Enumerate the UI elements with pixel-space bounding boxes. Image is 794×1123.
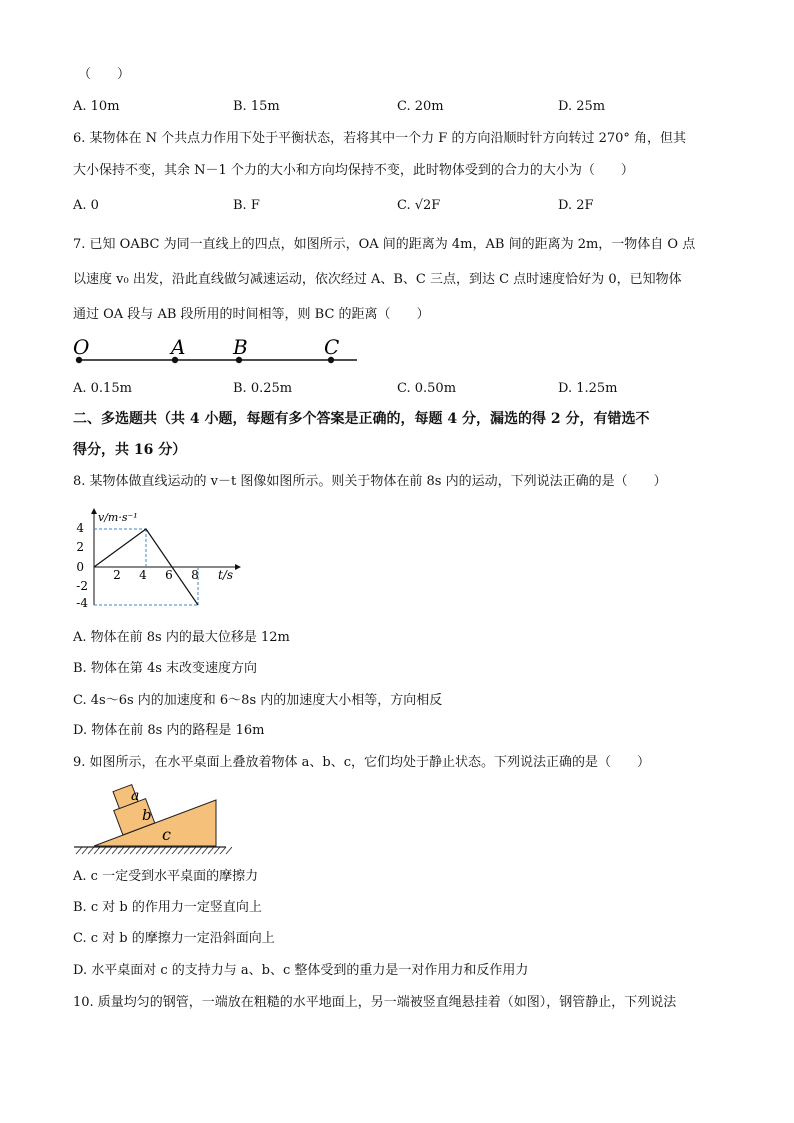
q6-option-c: C. √2F (397, 198, 441, 213)
hatch-stroke (220, 847, 226, 854)
x-tick-2: 2 (113, 568, 121, 582)
q9-option-c: C. c 对 b 的摩擦力一定沿斜面向上 (73, 931, 275, 946)
point-o-label: O (73, 335, 90, 359)
hatch-stroke (166, 847, 172, 854)
q7-option-c: C. 0.50m (397, 381, 457, 396)
q8-option-a: A. 物体在前 8s 内的最大位移是 12m (73, 630, 290, 645)
q7-stem-line2: 以速度 v₀ 出发，沿此直线做匀减速运动，依次经过 A、B、C 三点，到达 C 点时速度恰好为 0，已知物体 (73, 272, 682, 287)
point-b-label: B (233, 335, 248, 359)
q8-option-b: B. 物体在第 4s 末改变速度方向 (73, 661, 258, 676)
hatch-stroke (130, 847, 136, 854)
hatch-stroke (226, 847, 232, 854)
hatch-stroke (82, 847, 88, 854)
hatch-stroke (106, 847, 112, 854)
q9-stacked-blocks-diagram (72, 780, 232, 860)
y-tick-2: 2 (76, 540, 84, 554)
question-5-paren: （ ） (78, 67, 131, 82)
q8-option-d: D. 物体在前 8s 内的路程是 16m (73, 723, 265, 738)
hatch-stroke (154, 847, 160, 854)
point-a-label: A (171, 335, 186, 359)
q9-option-a: A. c 一定受到水平桌面的摩擦力 (73, 869, 259, 884)
q8-stem: 8. 某物体做直线运动的 v－t 图像如图所示。则关于物体在前 8s 内的运动，下列说法正确的是（ ） (73, 474, 667, 489)
q7-option-a: A. 0.15m (73, 381, 132, 396)
hatch-stroke (196, 847, 202, 854)
q9-option-d: D. 水平桌面对 c 的支持力与 a、b、c 整体受到的重力是一对作用力和反作用力 (73, 963, 529, 978)
x-tick-6: 6 (165, 568, 173, 582)
q6-stem-line1: 6. 某物体在 N 个共点力作用下处于平衡状态，若将其中一个力 F 的方向沿顺时针方向转过 270° 角，但其 (73, 131, 687, 146)
q6-option-b: B. F (233, 198, 260, 213)
y-tick-4: 4 (76, 521, 84, 535)
hatch-stroke (118, 847, 124, 854)
hatch-stroke (124, 847, 130, 854)
y-tick-neg4: -4 (76, 596, 88, 610)
q5-option-b: B. 15m (233, 99, 280, 114)
hatch-stroke (190, 847, 196, 854)
label-c: c (162, 825, 171, 844)
hatch-stroke (214, 847, 220, 854)
label-b: b (142, 806, 152, 824)
hatch-stroke (142, 847, 148, 854)
q7-stem-line3: 通过 OA 段与 AB 段所用的时间相等，则 BC 的距离（ ） (73, 307, 430, 322)
hatch-stroke (136, 847, 142, 854)
q8-vt-chart (70, 505, 245, 613)
q6-option-d: D. 2F (558, 198, 594, 213)
section-2-heading-line1: 二、多选题共（共 4 小题，每题有多个答案是正确的，每题 4 分，漏选的得 2 分，有错选不 (73, 411, 650, 427)
q5-option-a: A. 10m (73, 99, 120, 114)
q8-option-c: C. 4s～6s 内的加速度和 6～8s 内的加速度大小相等，方向相反 (73, 693, 443, 708)
hatch-stroke (94, 847, 100, 854)
hatch-stroke (172, 847, 178, 854)
x-tick-4: 4 (139, 568, 147, 582)
hatch-stroke (202, 847, 208, 854)
y-tick-neg2: -2 (76, 579, 88, 593)
hatch-stroke (160, 847, 166, 854)
x-axis-label: t/s (218, 568, 234, 582)
y-tick-0: 0 (76, 560, 84, 574)
label-a: a (131, 788, 140, 804)
q5-option-c: C. 20m (397, 99, 444, 114)
hatch-stroke (88, 847, 94, 854)
q5-option-d: D. 25m (558, 99, 606, 114)
hatch-stroke (184, 847, 190, 854)
q10-stem-line1: 10. 质量均匀的钢管，一端放在粗糙的水平地面上，另一端被竖直绳悬挂着（如图），钢管静止，下列说法 (73, 995, 677, 1010)
q6-stem-line2: 大小保持不变，其余 N－1 个力的大小和方向均保持不变，此时物体受到的合力的大小为（ ） (73, 163, 634, 178)
q9-stem: 9. 如图所示，在水平桌面上叠放着物体 a、b、c，它们均处于静止状态。下列说法正确的是（ ） (73, 755, 651, 770)
q9-option-b: B. c 对 b 的作用力一定竖直向上 (73, 900, 262, 915)
hatch-stroke (100, 847, 106, 854)
q7-stem-line1: 7. 已知 OABC 为同一直线上的四点，如图所示，OA 间的距离为 4m，AB 间的距离为 2m，一物体自 O 点 (73, 237, 696, 252)
hatch-stroke (148, 847, 154, 854)
point-c-label: C (324, 335, 340, 359)
section-2-heading-line2: 得分，共 16 分） (73, 442, 187, 458)
q7-option-b: B. 0.25m (233, 381, 293, 396)
q7-option-d: D. 1.25m (558, 381, 618, 396)
hatch-stroke (76, 847, 82, 854)
table-hatching (76, 847, 232, 854)
q7-line-diagram (65, 334, 365, 370)
q6-option-a: A. 0 (73, 198, 99, 213)
hatch-stroke (208, 847, 214, 854)
y-axis-label: v/m·s⁻¹ (98, 511, 138, 524)
hatch-stroke (178, 847, 184, 854)
hatch-stroke (112, 847, 118, 854)
x-tick-8: 8 (191, 568, 199, 582)
